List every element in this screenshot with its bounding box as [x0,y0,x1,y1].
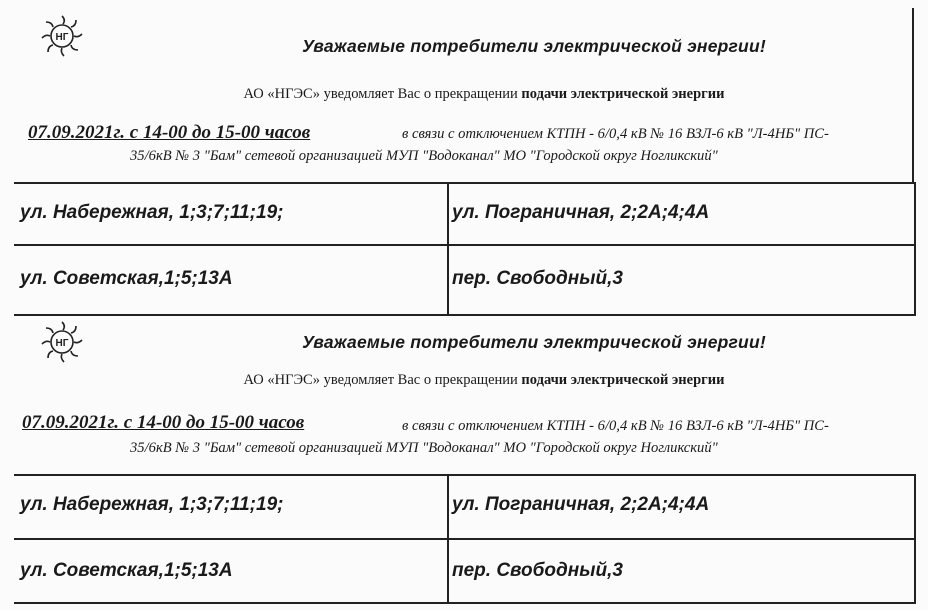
address-cell: ул. Пограничная, 2;2А;4;4А [452,202,710,223]
address-table-1 [14,182,916,316]
notice-heading: Уважаемые потребители электрической энергии! [302,36,766,56]
outage-datetime: 07.09.2021г. с 14-00 до 15-00 часов [22,412,305,433]
notice-text [164,86,804,103]
address-cell: ул. Набережная, 1;3;7;11;19; [20,494,284,515]
divider [447,184,449,314]
notice-text [164,372,804,389]
divider [447,476,449,602]
address-cell: пер. Свободный,3 [452,560,623,581]
notice-bold: подачи электрической энергии [521,372,725,388]
sun-logo-icon [36,316,88,368]
address-table-2 [14,474,916,604]
outage-reason-line2: 35/6кВ № 3 "Бам" сетевой организацией МУП "Водоканал" МО "Городской округ Ногликский" [130,440,718,456]
address-cell: ул. Советская,1;5;13А [20,560,233,581]
notice-bold: подачи электрической энергии [521,86,725,102]
svg-text:НГ: НГ [55,338,69,349]
divider [14,244,914,246]
notice-header [14,26,916,198]
outage-reason-line2: 35/6кВ № 3 "Бам" сетевой организацией МУП "Водоканал" МО "Городской округ Ногликский" [130,148,718,164]
address-cell: ул. Набережная, 1;3;7;11;19; [20,202,284,223]
address-cell: ул. Пограничная, 2;2А;4;4А [452,494,710,515]
outage-reason-line1: в связи с отключением КТПН - 6/0,4 кВ № 16 ВЗЛ-6 кВ "Л-4НБ" ПС- [402,418,829,434]
notice-plain: АО «НГЭС» уведомляет Вас о прекращении [243,86,522,102]
address-cell: ул. Советская,1;5;13А [20,268,233,289]
address-cell: пер. Свободный,3 [452,268,623,289]
sun-logo-icon [36,10,88,62]
outage-reason-line1: в связи с отключением КТПН - 6/0,4 кВ № 16 ВЗЛ-6 кВ "Л-4НБ" ПС- [402,126,829,142]
outage-datetime: 07.09.2021г. с 14-00 до 15-00 часов [28,122,311,143]
svg-text:НГ: НГ [55,32,69,43]
notice-plain: АО «НГЭС» уведомляет Вас о прекращении [243,372,522,388]
divider [14,538,914,540]
notice-heading: Уважаемые потребители электрической энергии! [302,332,766,352]
